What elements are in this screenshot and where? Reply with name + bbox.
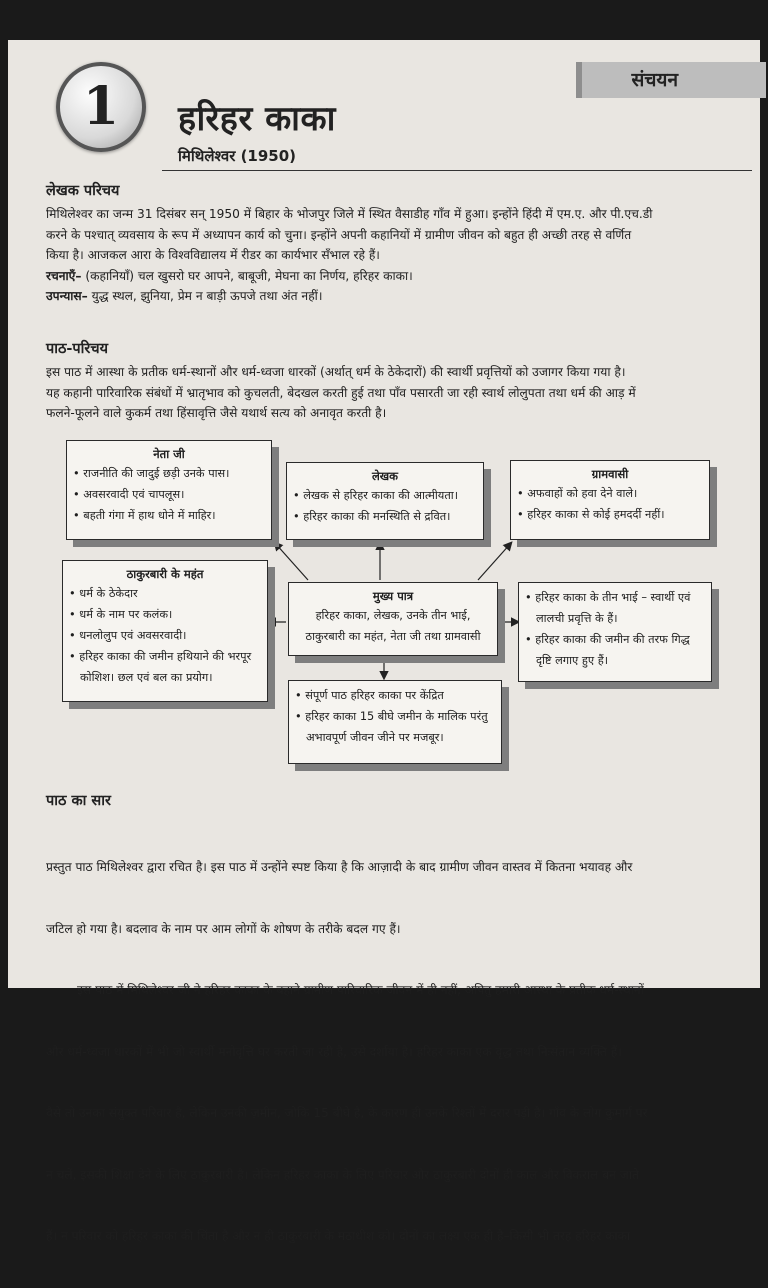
- neta-ji-heading: नेता जी: [153, 447, 185, 461]
- thakurbari-item: • धनलोलुप एवं अवसरवादी।: [69, 625, 261, 646]
- gramvasi-item: • अफवाहों को हवा देने वाले।: [517, 483, 703, 504]
- thakurbari-item: • हरिहर काका की जमीन हथियाने की भरपूर कोशिश। छल एवं बल का प्रयोग।: [69, 646, 261, 688]
- path-kendrit-item: • संपूर्ण पाठ हरिहर काका पर केंद्रित: [295, 685, 495, 706]
- chapter-number: 1: [82, 76, 120, 137]
- arrow-to-neta-ji: [275, 543, 308, 580]
- path-parichay-line: फलने-फूलने वाले कुकर्म तथा हिंसावृत्ति जैसे यथार्थ सत्य को अनावृत करती है।: [46, 406, 387, 420]
- mukhya-patra-heading: मुख्य पात्र: [372, 589, 414, 603]
- mukhya-patra-line: ठाकुरबारी का महंत, नेता जी तथा ग्रामवासी: [305, 630, 481, 643]
- lekhak-item: • हरिहर काका की मनस्थिति से द्रवित।: [293, 506, 477, 527]
- path-parichay-line: यह कहानी पारिवारिक संबंधों में भ्रातृभाव को कुचलती, बेदखल करती हुई तथा पाँव पसारती जा रही स्वार्थ लोलुपता तथा धर्म की आड़ में: [46, 385, 636, 400]
- gramvasi-box: [510, 460, 710, 540]
- path-ka-saar-heading: पाठ का सार: [46, 793, 111, 809]
- rachnayen-label: रचनाएँ–: [46, 268, 82, 283]
- neta-ji-box: [66, 440, 272, 540]
- path-parichay-line: इस पाठ में आस्था के प्रतीक धर्म-स्थानों और धर्म-ध्वजा धारकों (अर्थात् धर्म के ठेकेदारों) की स्वार्थी प्रवृत्तियों को उजागर किया गया है।: [46, 365, 626, 379]
- path-kendrit-item: • हरिहर काका 15 बीघे जमीन के मालिक परंतु अभावपूर्ण जीवन जीने पर मजबूर।: [295, 706, 495, 748]
- lekhak-box: [286, 462, 484, 540]
- saar-line: इस पाठ में मिथिलेश्वर जी ने हरिहर काका के बहाने ग्रामीण पारिवारिक जीवन में ही नहीं, अपितु हमारी आस्था के प्रतीक धर्म-स्थानों: [46, 983, 644, 997]
- gramvasi-heading: ग्रामवासी: [591, 467, 629, 481]
- thakurbari-box: [62, 560, 268, 702]
- arrow-to-gramvasi: [478, 543, 511, 580]
- lekhak-parichay-heading: लेखक परिचय: [46, 183, 120, 199]
- path-parichay-heading: पाठ-परिचय: [46, 341, 108, 357]
- lekhak-item: • लेखक से हरिहर काका की आत्मीयता।: [293, 485, 477, 506]
- lekhak-line: करने के पश्चात् व्यवसाय के रूप में अध्यापन कार्य को चुना। इन्होंने अपनी कहानियों में ग्रामीण जीवन को बहुत ही अच्छी तरह से वर्णित: [46, 227, 632, 242]
- lekhak-heading: लेखक: [371, 469, 399, 483]
- thakurbari-item: • धर्म के ठेकेदार: [69, 583, 261, 604]
- saar-line: हैं। न परिवार को हरिहर काका की चिंता है और न ही ठाकुरबारी के मठाधीश को। दोनों का लक्ष्य एक ही है–किसी भी तरह हरिहर काका: [46, 1229, 631, 1243]
- teen-bhai-box: [518, 582, 712, 682]
- path-kendrit-box: [288, 680, 502, 764]
- mukhya-patra-line: हरिहर काका, लेखक, उनके तीन भाई,: [315, 609, 471, 622]
- saar-line: वैसे तो उनका संयुक्त परिवार है, लेकिन उनकी ज़मीन, जोकि 15 बीघे है, के कारण ही उनके रिश्तों में दरार पड़ी है। गाँव के लोग कुमार्ग पर: [46, 1106, 648, 1120]
- path-ka-saar-text: [46, 816, 746, 1288]
- section-tag-label: संचयन: [631, 69, 678, 91]
- teen-bhai-item: • हरिहर काका के तीन भाई – स्वार्थी एवं लालची प्रवृत्ति के हैं।: [525, 587, 705, 629]
- gramvasi-item: • हरिहर काका से कोई हमदर्दी नहीं।: [517, 504, 703, 525]
- book-page: [8, 40, 760, 1243]
- lekhak-line: किया है। आजकल आरा के विश्वविद्यालय में रीडर का कार्यभार सँभाल रहे हैं।: [46, 248, 380, 262]
- thakurbari-heading: ठाकुरबारी के महंत: [126, 567, 204, 581]
- saar-line: प्रस्तुत पाठ मिथिलेश्वर द्वारा रचित है। इस पाठ में उन्होंने स्पष्ट किया है कि आज़ादी के बाद ग्रामीण जीवन वास्तव में कितना भयावह और: [46, 860, 633, 874]
- upanyas-label: उपन्यास–: [46, 289, 88, 303]
- upanyas-text: युद्ध स्थल, झुनिया, प्रेम न बाड़ी ऊपजे तथा अंत नहीं।: [87, 289, 323, 303]
- neta-ji-item: • अवसरवादी एवं चापलूस।: [73, 484, 265, 505]
- neta-ji-item: • राजनीति की जादुई छड़ी उनके पास।: [73, 463, 265, 484]
- chapter-author: मिथिलेश्वर (1950): [178, 147, 297, 165]
- teen-bhai-item: • हरिहर काका की जमीन की तरफ गिद्ध दृष्टि लगाए हुए हैं।: [525, 629, 705, 671]
- saar-line: और धर्म-ध्वजा धारकों में भी जो स्वार्थी मनोवृत्ति घर करती जा रही है, उसे दर्शाया है। हरिहर काका एक वृद्ध तथा निःसंतान व्यक्ति हैं।: [46, 1044, 622, 1059]
- chapter-title: हरिहर काका: [178, 99, 336, 139]
- saar-line: जटिल हो गया है। बदलाव के नाम पर आम लोगों के शोषण के तरीके बदल गए हैं।: [46, 921, 401, 936]
- saar-line: न चलें, इसकी शिक्षा देने के लिए ठाकुरबारी है। लेकिन हरिहर काका के लिए परिवार और ठाकुरबारी दोनों ही काल और विकराल बन जाते: [46, 1167, 639, 1182]
- thakurbari-item: • धर्म के नाम पर कलंक।: [69, 604, 261, 625]
- rachnayen-text: (कहानियाँ) चल खुसरो घर आपने, बाबूजी, मेघना का निर्णय, हरिहर काका।: [81, 268, 413, 283]
- neta-ji-item: • बहती गंगा में हाथ धोने में माहिर।: [73, 505, 265, 526]
- mukhya-patra-box: [288, 582, 498, 656]
- lekhak-line: मिथिलेश्वर का जन्म 31 दिसंबर सन् 1950 में बिहार के भोजपुर जिले में स्थित वैसाडीह गाँव में हुआ। इन्होंने हिंदी में एम.ए. और पी.एच.डी: [46, 207, 653, 221]
